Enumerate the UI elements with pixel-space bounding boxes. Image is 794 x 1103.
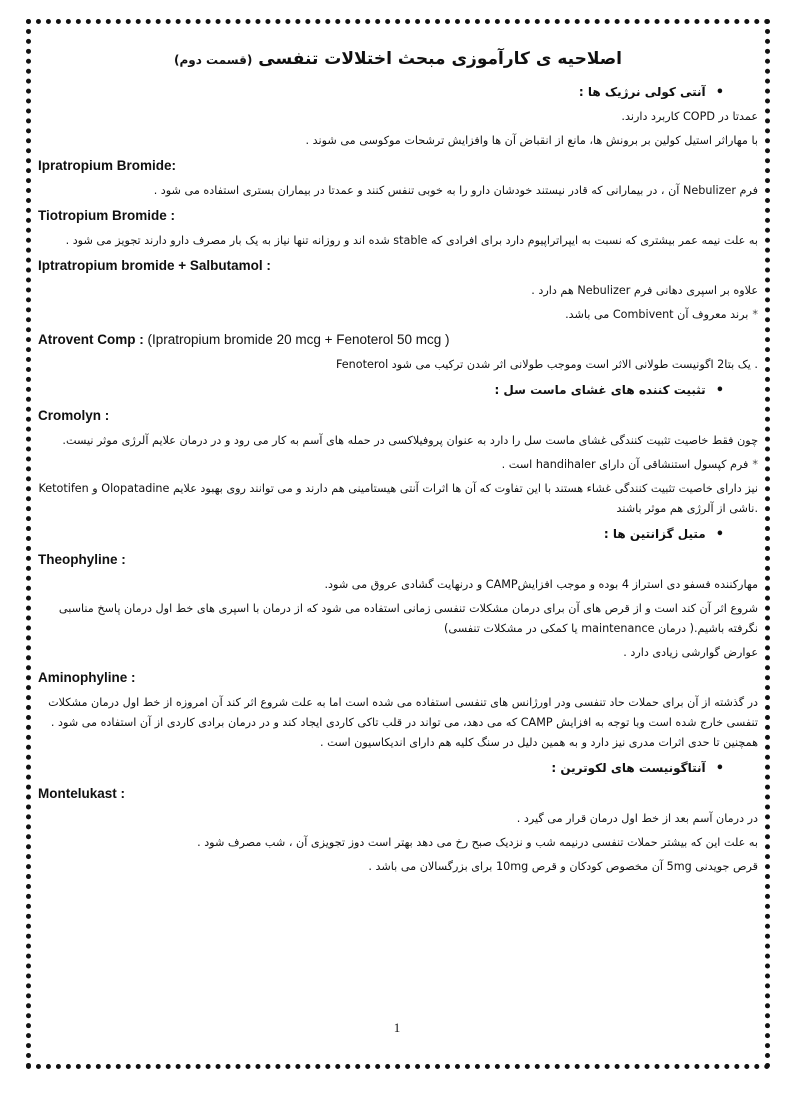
bullet-icon: • [715, 527, 724, 542]
drug-heading-theophyline: Theophyline : [38, 552, 126, 567]
page-number: 1 [393, 1020, 401, 1035]
atrovent-composition: (Ipratropium bromide 20 mcg + Fenoterol 50 mcg ) [147, 332, 450, 347]
bullet-icon: • [715, 85, 724, 100]
star-icon: * [752, 458, 758, 471]
drug-text-cromolyn: چون فقط خاصیت تثبیت کنندگی غشای ماست سل را دارد به عنوان پروفیلاکسی در حمله های آسم به کار می رود و در درمان علایم آلرژی موثر نیست. [62, 434, 758, 447]
drug-heading-ipratropium: Ipratropium Bromide: [38, 158, 177, 173]
section-heading-mast-cell: •تثبیت کننده های غشای ماست سل : [38, 379, 758, 402]
drug-text-montelukast-1: در درمان آسم بعد از خط اول درمان قرار می گیرد . [516, 812, 758, 825]
drug-text-tiotropium: به علت نیمه عمر بیشتری که نسبت به ایپراتراپیوم دارد برای افرادی که stable شده اند و روزانه تنها نیاز به یک بار مصرف دارو دارند تجویز می شود . [65, 234, 758, 247]
bullet-icon: • [715, 761, 724, 776]
drug-text-theophyline-2: شروع اثر آن کند است و از قرص های آن برای درمان مشکلات تنفسی زمانی استفاده می شود که از درمان با اسپری های خط اول درمان پاسخ مناسبی نگرفته باشیم.( درمان maintenance یا کمکی در مشکلات تنفسی) [58, 602, 758, 635]
drug-heading-combo: Iptratropium bromide + Salbutamol : [38, 258, 271, 273]
title-main: اصلاحیه ی کارآموزی مبحث اختلالات تنفسی [258, 49, 622, 69]
text-line: با مهاراثر استیل کولین بر برونش ها، مانع از انقباض آن ها وافزایش ترشحات موکوسی می شوند . [305, 134, 758, 147]
drug-text-ketotifen: Ketotifen و Olopatadine نیز دارای خاصیت تثبیت کنندگی غشاء هستند با این تفاوت که آن ها اثرات آنتی هیستامینی هم دارند و می توانند روی بهبود علایم ناشی از آلرژی هم موثر باشند. [38, 482, 758, 515]
document-title [38, 44, 758, 75]
drug-text-combo-1: علاوه بر اسپری دهانی فرم Nebulizer هم دارد . [531, 284, 758, 297]
drug-heading-aminophyline: Aminophyline : [38, 670, 136, 685]
drug-heading-tiotropium: Tiotropium Bromide : [38, 208, 175, 223]
section-heading-anticholinergic: •آنتی کولی نرژیک ها : [38, 81, 758, 104]
drug-text-montelukast-3: قرص جویدنی 5mg آن مخصوص کودکان و قرص 10mg برای بزرگسالان می باشد . [368, 860, 758, 873]
drug-note-combo: *برند معروف آن Combivent می باشد. [565, 308, 758, 321]
title-sub: (قسمت دوم) [173, 53, 253, 67]
bullet-icon: • [715, 383, 724, 398]
section-heading-leukotriene: •آنتاگونیست های لکوترین : [38, 757, 758, 780]
text-line: عمدتا در COPD کاربرد دارند. [621, 110, 758, 123]
drug-text-aminophyline: در گذشته از آن برای حملات حاد تنفسی ودر اورژانس های تنفسی استفاده می شده است اما به علت شروع اثر کند آن امروزه از خط اول درمان مشکلات تنفسی خارج شده است وبا توجه به افزایش CAMP که می دهد، می تواند در قلب تاکی کاردی ایجاد کند و در درمان برادی کاردی از آن استفاده می شود . همچنین تا حدی اثرات مدری نیز دارد و به همین دلیل در سنگ کلیه هم دارای اندیکاسیون است . [48, 696, 758, 749]
drug-text-montelukast-2: به علت این که بیشتر حملات تنفسی درنیمه شب و نزدیک صبح رخ می دهد بهتر است دوز تجویزی آن ، شب مصرف شود . [197, 836, 758, 849]
section-heading-methylxanthines: •متیل گزانتین ها : [38, 523, 758, 546]
drug-text-theophyline-1: مهارکننده فسفو دی استراز 4 بوده و موجب افزایشCAMP و درنهایت گشادی عروق می شود. [324, 578, 758, 591]
drug-text-theophyline-3: عوارض گوارشی زیادی دارد . [623, 646, 758, 659]
drug-heading-atrovent: Atrovent Comp : (Ipratropium bromide 20 mcg + Fenoterol 50 mcg ) [38, 332, 450, 347]
drug-heading-montelukast: Montelukast : [38, 786, 126, 801]
drug-heading-cromolyn: Cromolyn : [38, 408, 110, 423]
document-body [38, 44, 758, 881]
drug-text-ipratropium: فرم Nebulizer آن ، در بیمارانی که قادر نیستند خودشان دارو را به خوبی تنفس کنند و عمدتا در بیماران بستری استفاده می شود . [153, 184, 758, 197]
drug-note-cromolyn: *فرم کپسول استنشاقی آن دارای handihaler است . [501, 458, 758, 471]
star-icon: * [752, 308, 758, 321]
drug-text-atrovent: Fenoterol یک بتا2 اگونیست طولانی الاثر است وموجب طولانی اثر شدن ترکیب می شود . [335, 358, 758, 371]
